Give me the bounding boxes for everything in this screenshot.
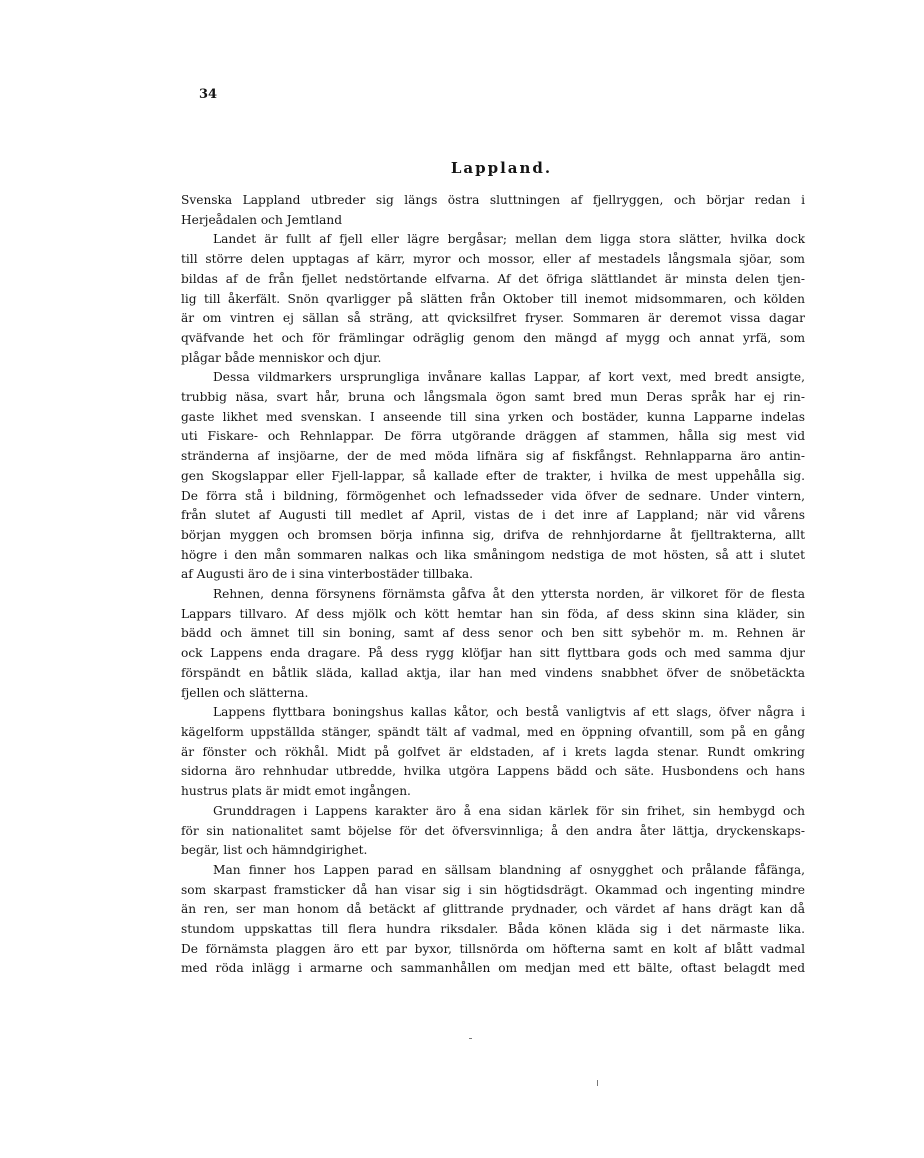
text-line: bädd och ämnet till sin boning, samt af dess senor och ben sitt sybehör m. m. Rehnen är: [181, 626, 805, 641]
text-line: Rehnen, denna försynens förnämsta gåfva åt den yttersta norden, är vilkoret för de flesta: [213, 587, 805, 602]
text-line: för sin nationalitet samt böjelse för det öfversvinnliga; å den andra åter lättja, dryckenskaps-: [181, 823, 805, 838]
text-line: bildas af de från fjellet nedstörtande elfvarna. Af det öfriga slättlandet är minsta delen tjen-: [181, 271, 805, 286]
text-line: stränderna af insjöarne, der de med möda lifnära sig af fiskfångst. Rehnlapparna äro antin-: [181, 449, 805, 464]
chapter-title: Lappland.: [450, 159, 553, 177]
text-line: hustrus plats är midt emot ingången.: [181, 784, 411, 799]
text-line: är fönster och rökhål. Midt på golfvet är eldstaden, af i krets lagda stenar. Rundt omkring: [181, 744, 805, 759]
text-line: början myggen och bromsen börja infinna sig, drifva de rehnhjordarne åt fjelltrakterna, allt: [181, 527, 805, 542]
text-line: än ren, ser man honom då betäckt af glittrande prydnader, och värdet af hans drägt kan då: [181, 902, 805, 917]
text-line: förspändt en båtlik släda, kallad aktja, ilar han med vindens snabbhet öfver de snöbetäckta: [181, 665, 805, 680]
text-line: Lappens flyttbara boningshus kallas kåtor, och bestå vanligtvis af ett slags, öfver några i: [213, 705, 805, 720]
text-line: är om vintren ej sällan så sträng, att qvicksilfret fryser. Sommaren är deremot vissa dagar: [181, 311, 805, 326]
body-text: [181, 191, 805, 979]
text-line: högre i den mån sommaren nalkas och lika småningom nedstiga de mot hösten, så att i slutet: [181, 547, 805, 562]
text-line: gaste likhet med svenskan. I anseende till sina yrken och bostäder, kunna Lapparne indelas: [181, 409, 805, 424]
text-line: De förra stå i bildning, förmögenhet och lefnadsseder vida öfver de sednare. Under vintern,: [181, 488, 805, 503]
text-line: från slutet af Augusti till medlet af April, vistas de i det inre af Lappland; när vid vårens: [181, 508, 805, 523]
text-line: Lappars tillvaro. Af dess mjölk och kött hemtar han sin föda, af dess skinn sina kläder, sin: [181, 606, 805, 621]
text-line: sidorna äro rehnhudar utbredde, hvilka utgöra Lappens bädd och säte. Husbondens och hans: [181, 764, 805, 779]
text-line: som skarpast framsticker då han visar sig i sin högtidsdrägt. Okammad och ingenting mindre: [181, 882, 805, 897]
text-line: plågar både menniskor och djur.: [181, 350, 382, 365]
text-line: uti Fiskare- och Rehnlappar. De förra utgörande dräggen af stammen, hålla sig mest vid: [181, 429, 805, 444]
text-line: kägelform uppställda stänger, spändt tält af vadmal, med en öppning ofvantill, som på en gång: [181, 724, 805, 739]
text-line: Landet är fullt af fjell eller lägre bergåsar; mellan dem ligga stora slätter, hvilka dock: [213, 232, 805, 247]
scan-speck: [597, 1080, 598, 1086]
scan-speck: [469, 1038, 472, 1039]
text-line: fjellen och slätterna.: [181, 685, 309, 700]
text-line: Svenska Lappland utbreder sig längs östra sluttningen af fjellryggen, och börjar redan i: [181, 193, 805, 207]
text-line: trubbig näsa, svart hår, bruna och långsmala ögon samt bred mun Deras språk har ej rin-: [181, 390, 805, 405]
text-line: Man finner hos Lappen parad en sällsam blandning af osnygghet och prålande fåfänga,: [213, 862, 805, 877]
text-line: De förnämsta plaggen äro ett par byxor, tillsnörda om höfterna samt en kolt af blått vadmal: [181, 941, 805, 956]
text-line: qväfvande het och för främlingar odräglig genom den mängd af mygg och annat yrfä, som: [181, 330, 805, 345]
text-line: af Augusti äro de i sina vinterbostäder tillbaka.: [181, 567, 474, 582]
text-line: till större delen upptagas af kärr, myror och mossor, eller af mestadels långsmala sjöar, som: [181, 252, 805, 267]
text-line: lig till åkerfält. Snön qvarligger på slätten från Oktober till inemot midsommaren, och kölden: [181, 291, 805, 306]
text-line: Dessa vildmarkers ursprungliga invånare kallas Lappar, af kort vext, med bredt ansigte,: [213, 370, 805, 385]
page-number: 34: [199, 87, 218, 102]
text-line: Grunddragen i Lappens karakter äro å ena sidan kärlek för sin frihet, sin hembygd och: [213, 803, 805, 818]
text-line: med röda inlägg i armarne och sammanhållen om medjan med ett bälte, oftast belagdt med: [181, 961, 805, 976]
text-line: stundom uppskattas till flera hundra riksdaler. Båda könen kläda sig i det närmaste lika.: [181, 922, 805, 937]
text-line: begär, list och hämndgirighet.: [181, 843, 368, 858]
text-line: ock Lappens enda dragare. På dess rygg klöfjar han sitt flyttbara gods och med samma djur: [181, 646, 805, 661]
text-line: gen Skogslappar eller Fjell-lappar, så kallade efter de trakter, i hvilka de mest uppehålla sig.: [181, 468, 805, 483]
text-line: Herjeådalen och Jemtland: [181, 212, 343, 227]
